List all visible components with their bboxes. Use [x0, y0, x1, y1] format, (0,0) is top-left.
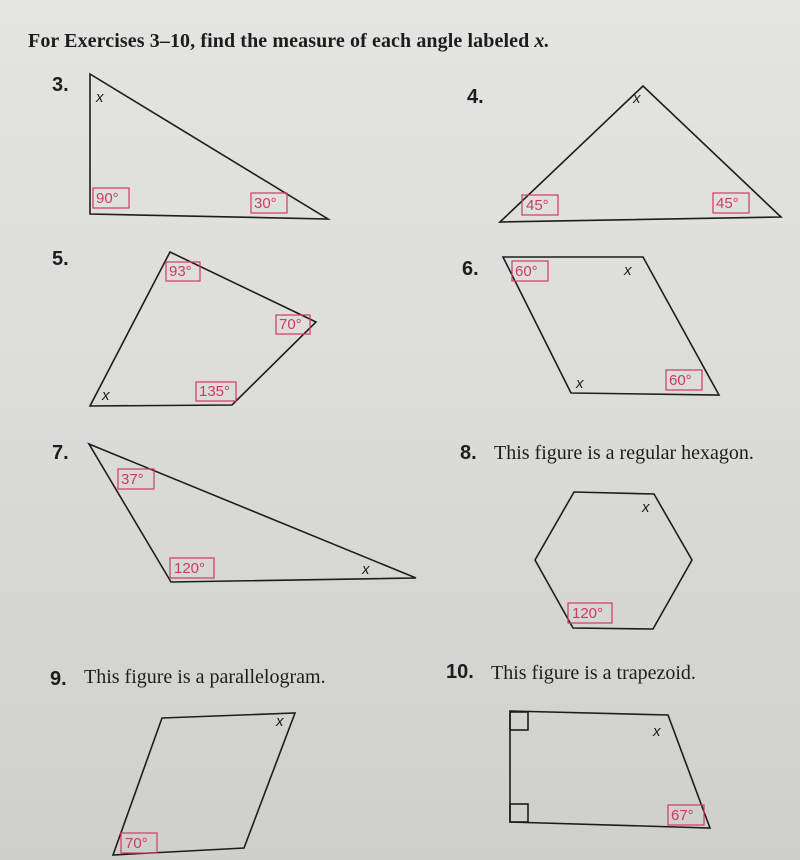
exercise-7-label-120: 120°	[174, 560, 206, 577]
exercise-4-number: 4.	[467, 86, 484, 108]
exercise-6-label-x-top: x	[624, 262, 632, 279]
exercise-5-number: 5.	[52, 248, 69, 270]
exercise-3-label-30: 30°	[254, 195, 277, 212]
exercise-9-parallelogram	[113, 713, 295, 855]
exercise-6-figure	[503, 257, 719, 395]
exercise-3-triangle	[90, 74, 328, 219]
exercise-6-label-60-bottom: 60°	[669, 372, 692, 389]
exercise-3-number: 3.	[52, 74, 69, 96]
exercise-7-figure	[89, 444, 416, 582]
exercise-8-hexagon	[535, 492, 692, 629]
exercise-10-label-x: x	[653, 723, 661, 740]
exercise-9-label-x: x	[276, 713, 284, 730]
exercise-8-label-120: 120°	[572, 605, 604, 622]
exercise-8-caption: This figure is a regular hexagon.	[494, 442, 754, 464]
exercise-10-caption: This figure is a trapezoid.	[491, 662, 696, 684]
exercise-5-label-70: 70°	[279, 316, 302, 333]
exercise-5-label-93: 93°	[169, 263, 192, 280]
exercise-10-label-67: 67°	[671, 807, 694, 824]
exercise-3-label-x: x	[96, 89, 104, 106]
exercise-3-figure	[90, 74, 328, 219]
exercise-7-label-x: x	[362, 561, 370, 578]
exercise-8-number: 8.	[460, 442, 477, 464]
exercise-6-label-60-top: 60°	[515, 263, 538, 280]
exercise-4-label-x: x	[633, 90, 641, 107]
exercise-9-number: 9.	[50, 668, 67, 690]
exercise-4-figure	[500, 86, 781, 222]
exercise-8-figure	[535, 492, 692, 629]
exercise-8-label-x: x	[642, 499, 650, 516]
exercise-7-label-37: 37°	[121, 471, 144, 488]
exercise-6-number: 6.	[462, 258, 479, 280]
exercise-10-right-angle-top	[510, 712, 528, 730]
exercise-9-caption: This figure is a parallelogram.	[84, 666, 326, 688]
exercise-7-number: 7.	[52, 442, 69, 464]
exercise-4-label-45-left: 45°	[526, 197, 549, 214]
exercise-9-figure	[113, 713, 295, 855]
instructions-variable: x.	[534, 30, 550, 52]
exercise-6-label-x-bottom: x	[576, 375, 584, 392]
exercise-10-number: 10.	[446, 661, 474, 683]
exercise-10-right-angle-bottom	[510, 804, 528, 822]
exercise-3-label-90: 90°	[96, 190, 119, 207]
exercise-5-label-135: 135°	[199, 383, 231, 400]
exercise-9-label-70: 70°	[125, 835, 148, 852]
exercise-5-label-x: x	[102, 387, 110, 404]
instructions-text: For Exercises 3–10, find the measure of each angle labeled	[28, 30, 535, 52]
exercise-5-figure	[90, 252, 316, 406]
exercise-4-label-45-right: 45°	[716, 195, 739, 212]
exercise-10-figure	[510, 711, 710, 828]
